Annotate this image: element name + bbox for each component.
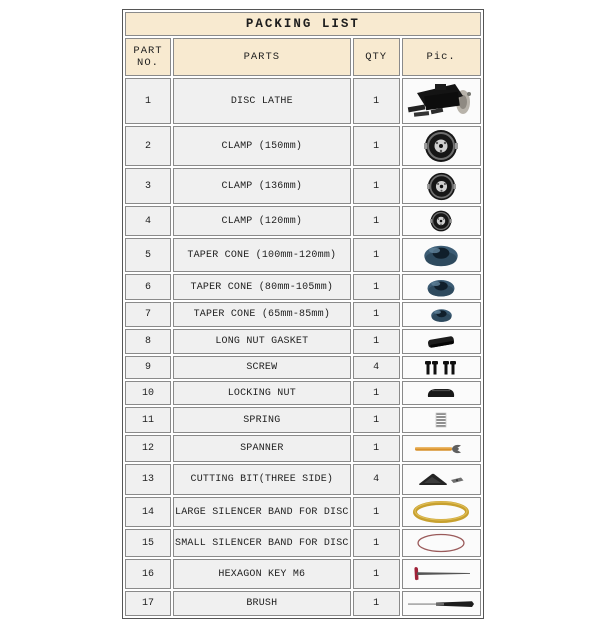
hexagon-key-photo — [408, 564, 474, 584]
part-no: 16 — [125, 559, 171, 589]
part-name: SPANNER — [173, 435, 351, 462]
part-name: HEXAGON KEY M6 — [173, 559, 351, 589]
part-name: SMALL SILENCER BAND FOR DISC — [173, 529, 351, 557]
part-no: 6 — [125, 274, 171, 300]
col-header-pic: Pic. — [402, 38, 481, 76]
part-name: TAPER CONE (100mm-120mm) — [173, 238, 351, 272]
part-no: 13 — [125, 464, 171, 495]
column-header-row — [125, 38, 481, 76]
table-row — [125, 529, 481, 557]
table-row — [125, 497, 481, 527]
clamp-136mm-photo — [427, 172, 456, 201]
spanner-photo — [414, 442, 468, 456]
pic-cell — [402, 274, 481, 300]
pic-cell — [402, 497, 481, 527]
disc-lathe-photo — [405, 81, 477, 121]
part-qty: 1 — [353, 381, 400, 405]
part-name: BRUSH — [173, 591, 351, 616]
taper-cone-small-photo — [430, 307, 453, 323]
part-qty: 4 — [353, 464, 400, 495]
part-qty: 1 — [353, 78, 400, 124]
part-no: 12 — [125, 435, 171, 462]
part-qty: 4 — [353, 356, 400, 379]
packing-list-table — [122, 9, 484, 619]
table-row — [125, 381, 481, 405]
part-no: 7 — [125, 302, 171, 327]
table-row — [125, 302, 481, 327]
part-name: TAPER CONE (80mm-105mm) — [173, 274, 351, 300]
part-name: LONG NUT GASKET — [173, 329, 351, 354]
part-qty: 1 — [353, 126, 400, 166]
locking-nut-photo — [424, 386, 458, 400]
part-qty: 1 — [353, 559, 400, 589]
table-title: PACKING LIST — [125, 12, 481, 36]
pic-cell — [402, 302, 481, 327]
part-name: CLAMP (150mm) — [173, 126, 351, 166]
part-name: CUTTING BIT(THREE SIDE) — [173, 464, 351, 495]
screw-photo — [423, 360, 459, 376]
table-row — [125, 329, 481, 354]
clamp-120mm-photo — [430, 210, 452, 232]
pic-cell — [402, 206, 481, 236]
col-header-parts: PARTS — [173, 38, 351, 76]
part-no: 10 — [125, 381, 171, 405]
part-name: LARGE SILENCER BAND FOR DISC — [173, 497, 351, 527]
pic-cell — [402, 381, 481, 405]
part-no: 15 — [125, 529, 171, 557]
part-no: 14 — [125, 497, 171, 527]
part-name: SCREW — [173, 356, 351, 379]
pic-cell — [402, 529, 481, 557]
part-no: 5 — [125, 238, 171, 272]
pic-cell — [402, 329, 481, 354]
table-row — [125, 591, 481, 616]
part-no: 11 — [125, 407, 171, 433]
table-row — [125, 238, 481, 272]
part-name: DISC LATHE — [173, 78, 351, 124]
part-name: CLAMP (120mm) — [173, 206, 351, 236]
part-no: 2 — [125, 126, 171, 166]
part-no: 1 — [125, 78, 171, 124]
taper-cone-large-photo — [422, 242, 460, 268]
col-header-qty: QTY — [353, 38, 400, 76]
cutting-bit-photo — [416, 471, 466, 488]
table-row — [125, 78, 481, 124]
part-name: CLAMP (136mm) — [173, 168, 351, 204]
part-qty: 1 — [353, 329, 400, 354]
part-no: 17 — [125, 591, 171, 616]
brush-photo — [406, 599, 476, 609]
part-qty: 1 — [353, 238, 400, 272]
part-qty: 1 — [353, 435, 400, 462]
table-row — [125, 464, 481, 495]
col-header-part-no: PART NO. — [125, 38, 171, 76]
part-qty: 1 — [353, 168, 400, 204]
part-name: SPRING — [173, 407, 351, 433]
taper-cone-medium-photo — [426, 277, 456, 298]
part-name: LOCKING NUT — [173, 381, 351, 405]
long-nut-gasket-photo — [425, 335, 457, 349]
pic-cell — [402, 168, 481, 204]
small-silencer-band-photo — [415, 532, 467, 554]
part-no: 3 — [125, 168, 171, 204]
part-qty: 1 — [353, 591, 400, 616]
table-row — [125, 356, 481, 379]
part-qty: 1 — [353, 407, 400, 433]
part-no: 8 — [125, 329, 171, 354]
table-row — [125, 126, 481, 166]
table-row — [125, 168, 481, 204]
part-qty: 1 — [353, 302, 400, 327]
pic-cell — [402, 559, 481, 589]
spring-photo — [435, 412, 447, 429]
pic-cell — [402, 356, 481, 379]
part-qty: 1 — [353, 206, 400, 236]
table-row — [125, 435, 481, 462]
pic-cell — [402, 78, 481, 124]
part-name: TAPER CONE (65mm-85mm) — [173, 302, 351, 327]
pic-cell — [402, 435, 481, 462]
part-no: 4 — [125, 206, 171, 236]
pic-cell — [402, 126, 481, 166]
table-row — [125, 559, 481, 589]
part-qty: 1 — [353, 497, 400, 527]
pic-cell — [402, 238, 481, 272]
part-qty: 1 — [353, 274, 400, 300]
part-qty: 1 — [353, 529, 400, 557]
pic-cell — [402, 591, 481, 616]
pic-cell — [402, 464, 481, 495]
table-row — [125, 274, 481, 300]
title-row — [125, 12, 481, 36]
clamp-150mm-photo — [424, 129, 458, 163]
large-silencer-band-photo — [411, 500, 471, 524]
part-no: 9 — [125, 356, 171, 379]
table-row — [125, 206, 481, 236]
table-row — [125, 407, 481, 433]
pic-cell — [402, 407, 481, 433]
